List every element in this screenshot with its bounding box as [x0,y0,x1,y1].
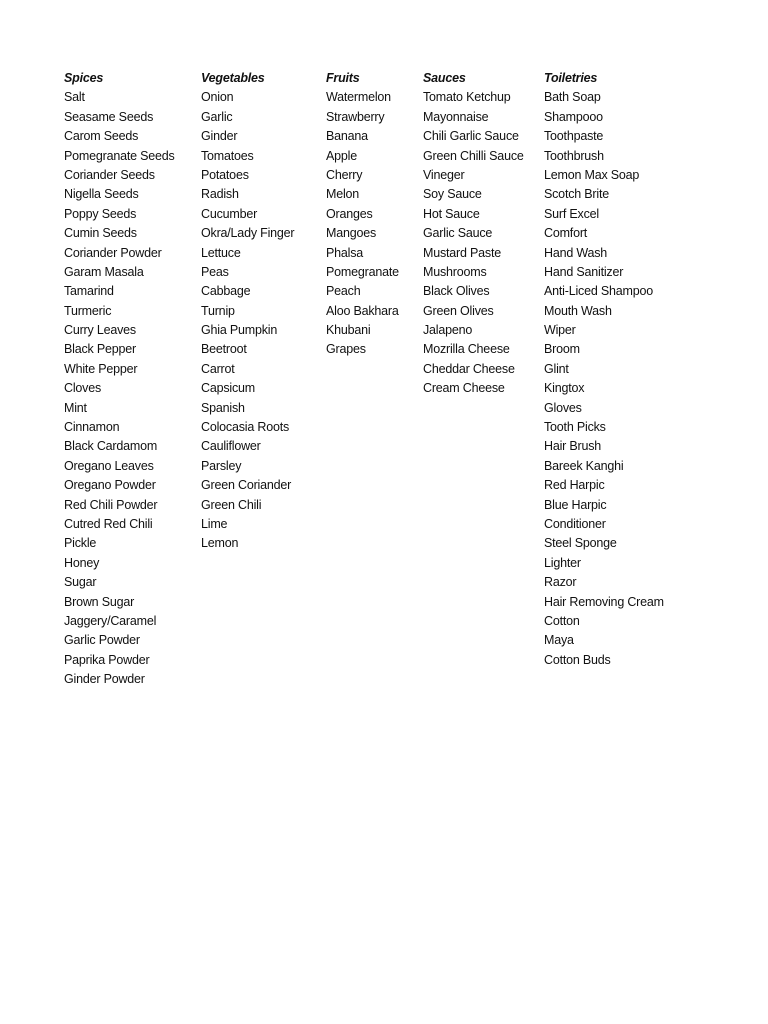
list-item: Lettuce [201,245,241,260]
list-item: Cauliflower [201,439,261,454]
list-item: Hot Sauce [423,206,480,221]
list-item: Turmeric [64,303,112,318]
list-item: Hand Sanitizer [544,264,624,279]
list-item: Scotch Brite [544,187,609,202]
list-item: Garam Masala [64,264,144,279]
list-item: Beetroot [201,342,247,357]
list-item: Garlic Powder [64,633,140,648]
list-item: Pomegranate [326,264,399,279]
list-item: Peach [326,284,361,299]
list-item: Cinnamon [64,420,120,435]
list-item: Coriander Seeds [64,167,155,182]
list-item: Cherry [326,167,363,182]
list-item: Hand Wash [544,245,608,260]
list-item: Paprika Powder [64,652,150,667]
list-item: Kingtox [544,381,585,396]
column-fruits [326,69,399,360]
list-item: Ghia Pumpkin [201,323,278,338]
list-item: White Pepper [64,361,138,376]
list-item: Mustard Paste [423,245,501,260]
list-item: Jalapeno [423,323,473,338]
list-item: Tomato Ketchup [423,90,511,105]
list-item: Seasame Seeds [64,109,154,124]
list-item: Broom [544,342,580,357]
list-item: Lemon [201,536,239,551]
column-header-toiletries: Toiletries [544,71,598,85]
list-item: Wiper [544,323,576,338]
list-item: Curry Leaves [64,323,136,338]
list-item: Shampooo [544,109,603,124]
column-sauces [423,69,524,399]
list-item: Pomegranate Seeds [64,148,175,163]
list-item: Tooth Picks [544,420,606,435]
list-item: Steel Sponge [544,536,617,551]
list-item: Strawberry [326,109,385,124]
list-item: Bareek Kanghi [544,458,624,473]
list-item: Black Cardamom [64,439,158,454]
list-item: Tamarind [64,284,114,299]
list-item: Turnip [201,303,235,318]
list-item: Cheddar Cheese [423,361,515,376]
list-item: Apple [326,148,357,163]
list-item: Chili Garlic Sauce [423,129,519,144]
column-toiletries [544,69,664,670]
list-item: Parsley [201,458,242,473]
list-item: Mint [64,400,87,415]
list-item: Maya [544,633,574,648]
list-item: Mushrooms [423,264,487,279]
list-item: Blue Harpic [544,497,607,512]
list-item: Okra/Lady Finger [201,226,295,241]
list-item: Cream Cheese [423,381,505,396]
list-item: Cotton [544,613,580,628]
list-item: Green Olives [423,303,494,318]
list-item: Vineger [423,167,465,182]
list-item: Khubani [326,323,371,338]
list-item: Gloves [544,400,582,415]
list-item: Oranges [326,206,373,221]
item-list-toiletries [544,88,664,670]
list-item: Pickle [64,536,97,551]
list-item: Ginder [201,129,238,144]
list-item: Cutred Red Chili [64,516,153,531]
list-item: Phalsa [326,245,364,260]
list-item: Salt [64,90,85,105]
list-item: Cumin Seeds [64,226,137,241]
list-item: Red Harpic [544,478,605,493]
list-item: Toothpaste [544,129,604,144]
column-header-vegetables: Vegetables [201,71,265,85]
list-item: Jaggery/Caramel [64,613,157,628]
list-item: Radish [201,187,239,202]
list-item: Honey [64,555,100,570]
list-item: Razor [544,575,577,590]
list-item: Mozrilla Cheese [423,342,510,357]
list-item: Hair Removing Cream [544,594,664,609]
list-item: Lighter [544,555,581,570]
list-item: Colocasia Roots [201,420,290,435]
list-item: Toothbrush [544,148,604,163]
list-item: Glint [544,361,569,376]
list-item: Green Coriander [201,478,292,493]
column-header-fruits: Fruits [326,71,360,85]
item-list-spices [64,88,175,689]
list-item: Spanish [201,400,245,415]
list-item: Lemon Max Soap [544,167,640,182]
list-item: Coriander Powder [64,245,162,260]
item-list-vegetables [201,88,294,553]
list-item: Bath Soap [544,90,601,105]
list-item: Garlic Sauce [423,226,493,241]
list-item: Watermelon [326,90,391,105]
column-header-spices: Spices [64,71,104,85]
list-item: Mayonnaise [423,109,489,124]
list-item: Mouth Wash [544,303,612,318]
list-item: Grapes [326,342,366,357]
list-item: Surf Excel [544,206,599,221]
list-item: Lime [201,516,228,531]
list-item: Hair Brush [544,439,602,454]
item-list-fruits [326,88,399,359]
column-header-sauces: Sauces [423,71,466,85]
list-item: Green Chili [201,497,262,512]
list-item: Red Chili Powder [64,497,158,512]
list-item: Sugar [64,575,97,590]
list-item: Carrot [201,361,235,376]
list-item: Black Olives [423,284,490,299]
column-vegetables [201,69,294,554]
list-item: Oregano Powder [64,478,156,493]
list-item: Carom Seeds [64,129,139,144]
list-item: Ginder Powder [64,672,145,687]
list-item: Tomatoes [201,148,254,163]
list-item: Black Pepper [64,342,136,357]
list-item: Anti-Liced Shampoo [544,284,653,299]
list-item: Potatoes [201,167,249,182]
list-item: Mangoes [326,226,377,241]
list-item: Conditioner [544,516,606,531]
column-spices [64,69,175,690]
list-item: Oregano Leaves [64,458,154,473]
list-item: Comfort [544,226,588,241]
list-item: Poppy Seeds [64,206,137,221]
list-item: Cloves [64,381,102,396]
list-item: Cucumber [201,206,258,221]
list-item: Cotton Buds [544,652,611,667]
list-item: Soy Sauce [423,187,482,202]
list-item: Melon [326,187,360,202]
list-item: Banana [326,129,368,144]
list-item: Peas [201,264,229,279]
list-item: Onion [201,90,234,105]
item-list-sauces [423,88,524,398]
list-item: Green Chilli Sauce [423,148,524,163]
list-item: Nigella Seeds [64,187,139,202]
list-item: Capsicum [201,381,255,396]
list-item: Brown Sugar [64,594,135,609]
list-item: Aloo Bakhara [326,303,399,318]
list-item: Cabbage [201,284,251,299]
list-item: Garlic [201,109,233,124]
